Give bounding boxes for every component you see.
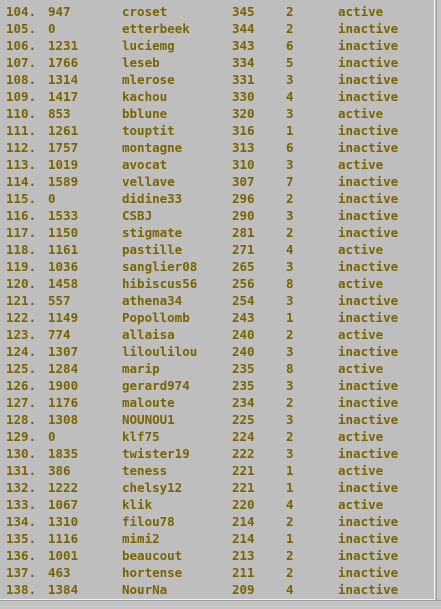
id-cell: 1589 xyxy=(48,174,79,189)
id-cell: 1231 xyxy=(48,38,79,53)
id-cell: 1458 xyxy=(48,276,79,291)
username-cell: luciemg xyxy=(122,38,175,53)
status-cell: inactive xyxy=(338,395,399,410)
status-cell: active xyxy=(338,276,384,291)
score-cell: 343 xyxy=(232,38,255,53)
score-cell: 254 xyxy=(232,293,255,308)
level-cell: 3 xyxy=(286,412,294,427)
status-cell: inactive xyxy=(338,140,399,155)
table-row xyxy=(6,190,434,207)
score-cell: 344 xyxy=(232,21,255,36)
level-cell: 3 xyxy=(286,106,294,121)
score-cell: 225 xyxy=(232,412,255,427)
username-cell: hibiscus56 xyxy=(122,276,198,291)
id-cell: 1307 xyxy=(48,344,79,359)
id-cell: 1533 xyxy=(48,208,79,223)
status-cell: inactive xyxy=(338,582,399,597)
id-cell: 1001 xyxy=(48,548,79,563)
id-cell: 1116 xyxy=(48,531,79,546)
rank-cell: 120. xyxy=(6,276,37,291)
rank-cell: 108. xyxy=(6,72,37,87)
username-cell: montagne xyxy=(122,140,183,155)
rank-cell: 109. xyxy=(6,89,37,104)
level-cell: 2 xyxy=(286,21,294,36)
score-cell: 265 xyxy=(232,259,255,274)
status-cell: active xyxy=(338,106,384,121)
username-cell: teness xyxy=(122,463,168,478)
level-cell: 3 xyxy=(286,259,294,274)
score-cell: 271 xyxy=(232,242,255,257)
username-cell: NourNa xyxy=(122,582,168,597)
rank-cell: 132. xyxy=(6,480,37,495)
rank-cell: 136. xyxy=(6,548,37,563)
username-cell: klf75 xyxy=(122,429,160,444)
rank-cell: 119. xyxy=(6,259,37,274)
status-cell: inactive xyxy=(338,21,399,36)
score-cell: 220 xyxy=(232,497,255,512)
id-cell: 1176 xyxy=(48,395,79,410)
table-row xyxy=(6,71,434,88)
score-cell: 256 xyxy=(232,276,255,291)
username-cell: gerard974 xyxy=(122,378,190,393)
rank-cell: 138. xyxy=(6,582,37,597)
level-cell: 3 xyxy=(286,293,294,308)
level-cell: 3 xyxy=(286,208,294,223)
status-cell: inactive xyxy=(338,514,399,529)
username-cell: liloulilou xyxy=(122,344,198,359)
rank-cell: 130. xyxy=(6,446,37,461)
table-row xyxy=(6,326,434,343)
score-cell: 331 xyxy=(232,72,255,87)
username-cell: croset xyxy=(122,4,168,19)
id-cell: 1766 xyxy=(48,55,79,70)
rank-cell: 122. xyxy=(6,310,37,325)
rank-cell: 133. xyxy=(6,497,37,512)
status-cell: inactive xyxy=(338,174,399,189)
score-cell: 281 xyxy=(232,225,255,240)
rank-cell: 115. xyxy=(6,191,37,206)
status-cell: inactive xyxy=(338,531,399,546)
level-cell: 2 xyxy=(286,327,294,342)
rank-cell: 111. xyxy=(6,123,37,138)
username-cell: chelsy12 xyxy=(122,480,183,495)
status-cell: active xyxy=(338,327,384,342)
level-cell: 1 xyxy=(286,310,294,325)
table-row xyxy=(6,513,434,530)
status-cell: inactive xyxy=(338,565,399,580)
level-cell: 3 xyxy=(286,378,294,393)
id-cell: 557 xyxy=(48,293,71,308)
score-cell: 290 xyxy=(232,208,255,223)
id-cell: 947 xyxy=(48,4,71,19)
id-cell: 0 xyxy=(48,429,56,444)
table-row xyxy=(6,547,434,564)
username-cell: sanglier08 xyxy=(122,259,198,274)
status-cell: active xyxy=(338,429,384,444)
table-row xyxy=(6,54,434,71)
id-cell: 1308 xyxy=(48,412,79,427)
score-cell: 221 xyxy=(232,480,255,495)
rank-cell: 114. xyxy=(6,174,37,189)
rank-cell: 107. xyxy=(6,55,37,70)
score-cell: 214 xyxy=(232,531,255,546)
table-row xyxy=(6,122,434,139)
status-cell: inactive xyxy=(338,344,399,359)
level-cell: 1 xyxy=(286,480,294,495)
level-cell: 1 xyxy=(286,123,294,138)
status-cell: inactive xyxy=(338,378,399,393)
username-cell: klik xyxy=(122,497,153,512)
level-cell: 2 xyxy=(286,429,294,444)
id-cell: 386 xyxy=(48,463,71,478)
username-cell: allaisa xyxy=(122,327,175,342)
table-row xyxy=(6,156,434,173)
username-cell: hortense xyxy=(122,565,183,580)
level-cell: 2 xyxy=(286,548,294,563)
level-cell: 3 xyxy=(286,344,294,359)
score-cell: 222 xyxy=(232,446,255,461)
id-cell: 1284 xyxy=(48,361,79,376)
table-row xyxy=(6,207,434,224)
rank-cell: 104. xyxy=(6,4,37,19)
rank-cell: 110. xyxy=(6,106,37,121)
score-cell: 221 xyxy=(232,463,255,478)
id-cell: 1384 xyxy=(48,582,79,597)
score-cell: 235 xyxy=(232,361,255,376)
rank-cell: 112. xyxy=(6,140,37,155)
score-cell: 235 xyxy=(232,378,255,393)
level-cell: 2 xyxy=(286,565,294,580)
table-row xyxy=(6,292,434,309)
username-cell: etterbeek xyxy=(122,21,190,36)
table-row xyxy=(6,360,434,377)
horizontal-scroll-edge[interactable] xyxy=(0,600,441,609)
id-cell: 1310 xyxy=(48,514,79,529)
level-cell: 2 xyxy=(286,225,294,240)
username-cell: athena34 xyxy=(122,293,183,308)
rank-cell: 127. xyxy=(6,395,37,410)
table-row xyxy=(6,428,434,445)
level-cell: 3 xyxy=(286,157,294,172)
status-cell: active xyxy=(338,361,384,376)
level-cell: 2 xyxy=(286,514,294,529)
status-cell: inactive xyxy=(338,55,399,70)
username-cell: maloute xyxy=(122,395,175,410)
username-cell: pastille xyxy=(122,242,183,257)
score-cell: 307 xyxy=(232,174,255,189)
level-cell: 5 xyxy=(286,55,294,70)
table-row xyxy=(6,462,434,479)
id-cell: 0 xyxy=(48,191,56,206)
rank-cell: 125. xyxy=(6,361,37,376)
table-row xyxy=(6,241,434,258)
level-cell: 2 xyxy=(286,395,294,410)
username-cell: vellave xyxy=(122,174,175,189)
status-cell: inactive xyxy=(338,89,399,104)
status-cell: inactive xyxy=(338,446,399,461)
status-cell: inactive xyxy=(338,259,399,274)
level-cell: 1 xyxy=(286,531,294,546)
id-cell: 774 xyxy=(48,327,71,342)
level-cell: 6 xyxy=(286,38,294,53)
id-cell: 1161 xyxy=(48,242,79,257)
score-cell: 214 xyxy=(232,514,255,529)
username-cell: beaucout xyxy=(122,548,183,563)
rank-cell: 124. xyxy=(6,344,37,359)
table-row xyxy=(6,139,434,156)
username-cell: bblune xyxy=(122,106,168,121)
rank-cell: 131. xyxy=(6,463,37,478)
score-cell: 234 xyxy=(232,395,255,410)
rank-cell: 135. xyxy=(6,531,37,546)
rank-cell: 137. xyxy=(6,565,37,580)
username-cell: mimi2 xyxy=(122,531,160,546)
rank-cell: 105. xyxy=(6,21,37,36)
username-cell: CSBJ xyxy=(122,208,153,223)
rank-cell: 116. xyxy=(6,208,37,223)
id-cell: 1314 xyxy=(48,72,79,87)
score-cell: 209 xyxy=(232,582,255,597)
table-row xyxy=(6,309,434,326)
level-cell: 8 xyxy=(286,361,294,376)
username-cell: leseb xyxy=(122,55,160,70)
status-cell: active xyxy=(338,4,384,19)
status-cell: inactive xyxy=(338,225,399,240)
id-cell: 853 xyxy=(48,106,71,121)
table-row xyxy=(6,343,434,360)
rank-cell: 123. xyxy=(6,327,37,342)
username-cell: twister19 xyxy=(122,446,190,461)
id-cell: 463 xyxy=(48,565,71,580)
username-cell: marip xyxy=(122,361,160,376)
level-cell: 4 xyxy=(286,497,294,512)
status-cell: active xyxy=(338,242,384,257)
score-cell: 345 xyxy=(232,4,255,19)
score-cell: 320 xyxy=(232,106,255,121)
score-cell: 240 xyxy=(232,344,255,359)
id-cell: 0 xyxy=(48,21,56,36)
table-row xyxy=(6,20,434,37)
level-cell: 3 xyxy=(286,446,294,461)
id-cell: 1900 xyxy=(48,378,79,393)
score-cell: 316 xyxy=(232,123,255,138)
score-cell: 296 xyxy=(232,191,255,206)
score-cell: 240 xyxy=(232,327,255,342)
username-cell: Popollomb xyxy=(122,310,190,325)
rank-cell: 117. xyxy=(6,225,37,240)
table-row xyxy=(6,173,434,190)
score-cell: 330 xyxy=(232,89,255,104)
id-cell: 1222 xyxy=(48,480,79,495)
status-cell: active xyxy=(338,463,384,478)
vertical-scroll-edge[interactable] xyxy=(436,0,441,600)
table-row xyxy=(6,258,434,275)
table-row xyxy=(6,3,434,20)
table-row xyxy=(6,530,434,547)
score-cell: 334 xyxy=(232,55,255,70)
id-cell: 1261 xyxy=(48,123,79,138)
status-cell: active xyxy=(338,157,384,172)
username-cell: avocat xyxy=(122,157,168,172)
score-cell: 243 xyxy=(232,310,255,325)
id-cell: 1417 xyxy=(48,89,79,104)
rank-cell: 118. xyxy=(6,242,37,257)
rank-cell: 121. xyxy=(6,293,37,308)
username-cell: kachou xyxy=(122,89,168,104)
id-cell: 1835 xyxy=(48,446,79,461)
id-cell: 1019 xyxy=(48,157,79,172)
ranking-table xyxy=(6,3,434,598)
rank-cell: 106. xyxy=(6,38,37,53)
rank-cell: 113. xyxy=(6,157,37,172)
table-row xyxy=(6,275,434,292)
score-cell: 224 xyxy=(232,429,255,444)
table-row xyxy=(6,581,434,598)
score-cell: 211 xyxy=(232,565,255,580)
status-cell: inactive xyxy=(338,412,399,427)
score-cell: 310 xyxy=(232,157,255,172)
username-cell: NOUNOU1 xyxy=(122,412,175,427)
status-cell: inactive xyxy=(338,480,399,495)
rank-cell: 129. xyxy=(6,429,37,444)
table-row xyxy=(6,37,434,54)
status-cell: inactive xyxy=(338,310,399,325)
status-cell: inactive xyxy=(338,548,399,563)
status-cell: inactive xyxy=(338,208,399,223)
table-row xyxy=(6,411,434,428)
table-row xyxy=(6,445,434,462)
table-row xyxy=(6,88,434,105)
level-cell: 4 xyxy=(286,242,294,257)
username-cell: touptit xyxy=(122,123,175,138)
level-cell: 1 xyxy=(286,463,294,478)
score-cell: 213 xyxy=(232,548,255,563)
rank-cell: 134. xyxy=(6,514,37,529)
level-cell: 4 xyxy=(286,89,294,104)
table-row xyxy=(6,377,434,394)
table-row xyxy=(6,105,434,122)
level-cell: 2 xyxy=(286,191,294,206)
username-cell: didine33 xyxy=(122,191,183,206)
status-cell: inactive xyxy=(338,293,399,308)
score-cell: 313 xyxy=(232,140,255,155)
level-cell: 8 xyxy=(286,276,294,291)
table-row xyxy=(6,224,434,241)
status-cell: inactive xyxy=(338,38,399,53)
level-cell: 4 xyxy=(286,582,294,597)
table-row xyxy=(6,496,434,513)
level-cell: 7 xyxy=(286,174,294,189)
rank-cell: 126. xyxy=(6,378,37,393)
table-row xyxy=(6,394,434,411)
id-cell: 1757 xyxy=(48,140,79,155)
id-cell: 1036 xyxy=(48,259,79,274)
status-cell: active xyxy=(338,497,384,512)
id-cell: 1150 xyxy=(48,225,79,240)
id-cell: 1149 xyxy=(48,310,79,325)
level-cell: 6 xyxy=(286,140,294,155)
username-cell: filou78 xyxy=(122,514,175,529)
id-cell: 1067 xyxy=(48,497,79,512)
rank-cell: 128. xyxy=(6,412,37,427)
table-row xyxy=(6,564,434,581)
username-cell: mlerose xyxy=(122,72,175,87)
status-cell: inactive xyxy=(338,72,399,87)
level-cell: 2 xyxy=(286,4,294,19)
level-cell: 3 xyxy=(286,72,294,87)
status-cell: inactive xyxy=(338,123,399,138)
table-row xyxy=(6,479,434,496)
username-cell: stigmate xyxy=(122,225,183,240)
status-cell: inactive xyxy=(338,191,399,206)
